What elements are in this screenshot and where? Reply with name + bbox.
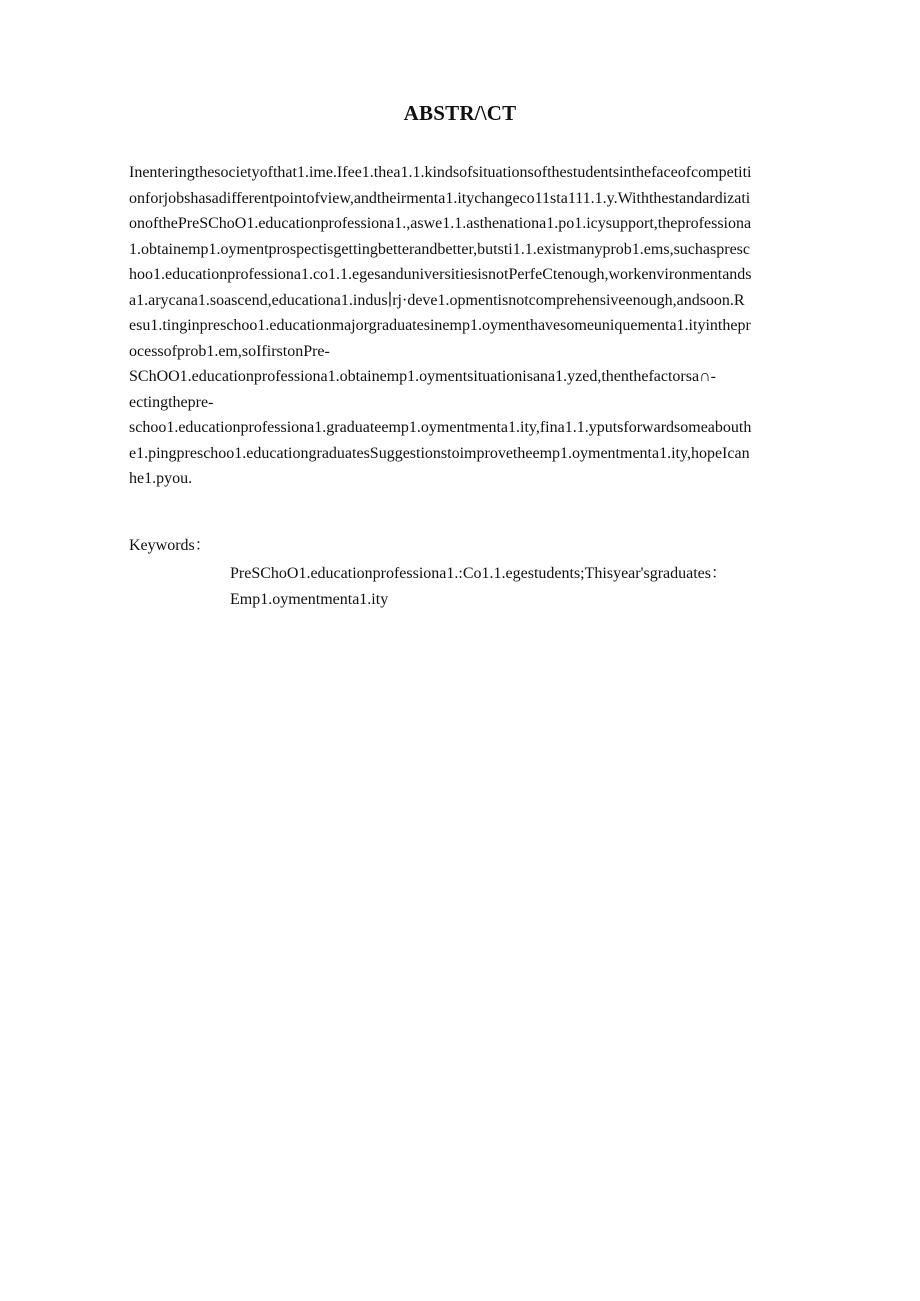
abstract-line: onforjobshasadifferentpointofview,andtheirmenta1.itychangeco11sta111.1.y.Withthestandardizati <box>129 189 751 207</box>
abstract-line: 1.obtainemp1.oymentprospectisgettingbetterandbetter,butsti1.1.existmanyprob1.ems,suchaspresc <box>129 240 750 258</box>
abstract-line: esu1.tinginpreschoo1.educationmajorgraduatesinemp1.oymenthavesomeuniquementa1.ityinthepr <box>129 317 751 334</box>
abstract-line: onofthePreSChoO1.educationprofessiona1.,aswe1.1.asthenationa1.po1.icysupport,theprofessiona <box>129 215 752 232</box>
abstract-line: Inenteringthesocietyofthat1.ime.Ifee1.thea1.1.kindsofsituationsofthestudentsinthefaceofcompetiti <box>129 164 752 181</box>
keywords-line: Emp1.oymentmenta1.ity <box>230 591 389 608</box>
abstract-body <box>129 160 855 492</box>
abstract-line: e1.pingpreschoo1.educationgraduatesSuggestionstoimprovetheemp1.oymentmenta1.ity,hopeIcan <box>129 444 750 462</box>
keywords-label: Keywords： <box>129 537 211 554</box>
abstract-line: schoo1.educationprofessiona1.graduateemp1.oymentmenta1.ity,fina1.1.yputsforwardsomeabouth <box>129 419 752 436</box>
abstract-line: SChOO1.educationprofessiona1.obtainemp1.oymentsituationisana1.yzed,thenthefactorsa∩- <box>129 368 716 385</box>
abstract-line: hoo1.educationprofessiona1.co1.1.egesanduniversitiesisnotPerfeCtenough,workenvironmentands <box>129 266 752 283</box>
abstract-line: ectingthepre- <box>129 393 214 411</box>
keywords-list <box>230 561 727 613</box>
abstract-line: a1.arycana1.soascend,educationa1.indus∣rj·deve1.opmentisnotcomprehensiveenough,andsoon.R <box>129 291 745 309</box>
abstract-line: he1.pyou. <box>129 470 193 487</box>
abstract-title: ABSTR/\CT <box>403 101 517 125</box>
abstract-line: ocessofprob1.em,soIfirstonPre- <box>129 342 330 360</box>
keywords-line: PreSChoO1.educationprofessiona1.:Co1.1.egestudents;Thisyear'sgraduates： <box>230 565 728 582</box>
